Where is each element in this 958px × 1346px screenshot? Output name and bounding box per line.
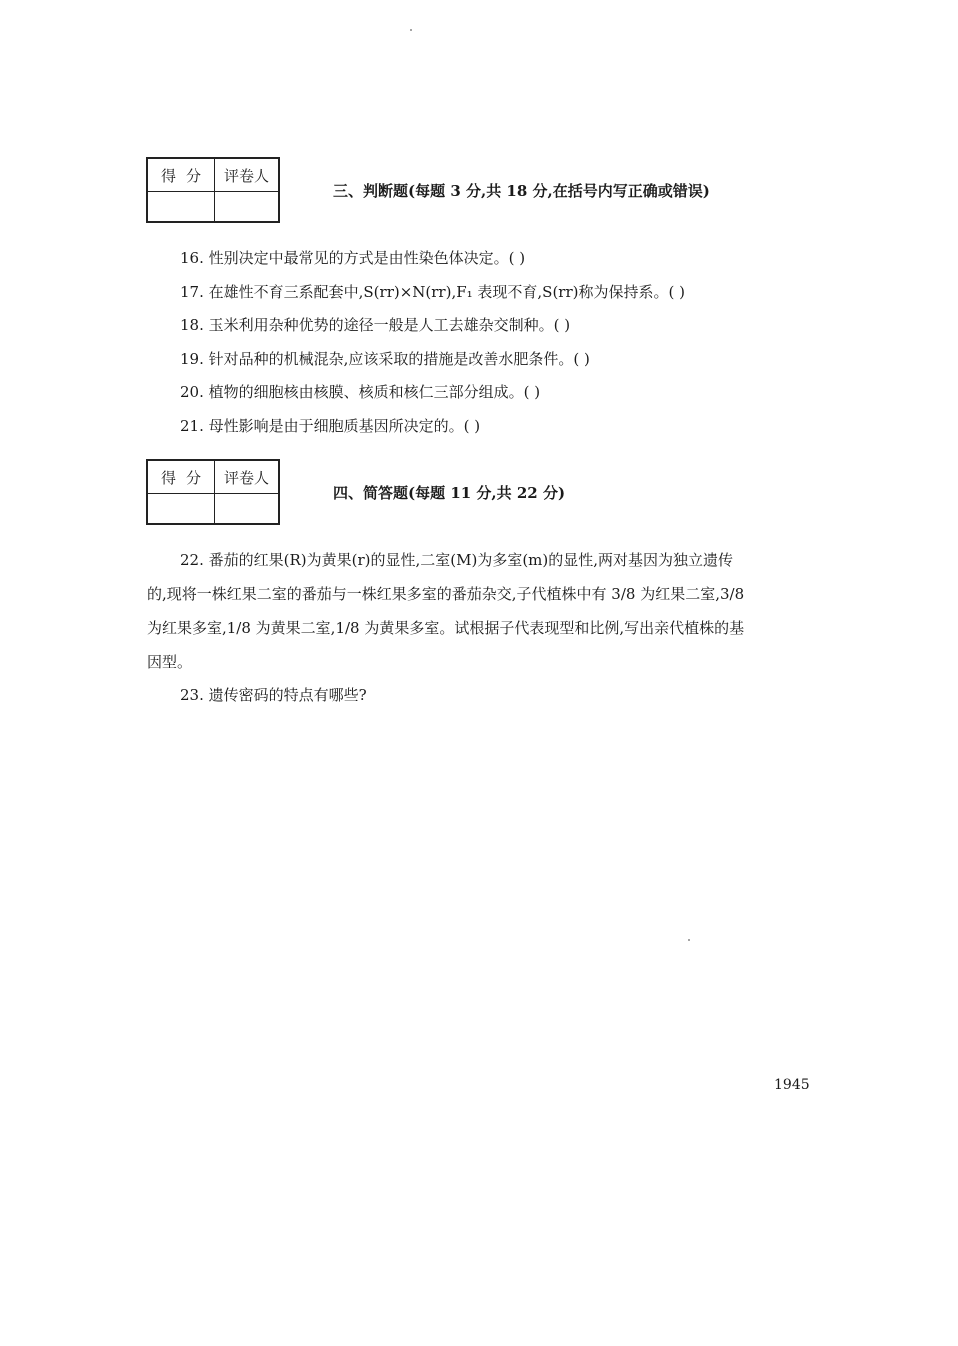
score-box-entry-row [148,192,278,223]
section-4-heading: 四、简答题(每题 11 分,共 22 分) [333,484,566,502]
question-23: 23. 遗传密码的特点有哪些? [180,686,367,704]
scan-speck [410,29,412,31]
page-number: 1945 [774,1077,810,1093]
grader-label: 评卷人 [223,468,269,487]
score-label: 得分 [148,461,215,493]
question-17: 17. 在雄性不育三系配套中,S(rr)×N(rr),F₁ 表现不育,S(rr)称为保持系。( ) [180,283,685,301]
score-entry-cell[interactable] [148,494,215,525]
question-22-line: 的,现将一株红果二室的番茄与一株红果多室的番茄杂交,子代植株中有 3/8 为红果二室,3/8 [147,585,745,603]
grader-entry-cell[interactable] [215,494,278,525]
grader-label: 评卷人 [223,166,269,185]
question-16: 16. 性别决定中最常见的方式是由性染色体决定。( ) [180,249,526,267]
question-22-line: 22. 番茄的红果(R)为黄果(r)的显性,二室(M)为多室(m)的显性,两对基因为独立遗传 [180,551,734,569]
section-3-heading: 三、判断题(每题 3 分,共 18 分,在括号内写正确或错误) [333,182,710,200]
score-box-header-row [148,159,278,192]
question-20: 20. 植物的细胞核由核膜、核质和核仁三部分组成。( ) [180,383,541,401]
score-box-entry-row [148,494,278,525]
score-box-section-3 [146,157,280,223]
grader-entry-cell[interactable] [215,192,278,223]
score-box-section-4 [146,459,280,525]
question-19: 19. 针对品种的机械混杂,应该采取的措施是改善水肥条件。( ) [180,350,590,368]
question-22-line: 因型。 [147,653,193,671]
question-21: 21. 母性影响是由于细胞质基因所决定的。( ) [180,417,481,435]
scan-speck [688,939,690,941]
score-label: 得分 [148,159,215,191]
question-18: 18. 玉米利用杂种优势的途径一般是人工去雄杂交制种。( ) [180,316,571,334]
question-22-line: 为红果多室,1/8 为黄果二室,1/8 为黄果多室。试根据子代表现型和比例,写出亲代植株的基 [147,619,745,637]
score-box-header-row [148,461,278,494]
score-entry-cell[interactable] [148,192,215,223]
